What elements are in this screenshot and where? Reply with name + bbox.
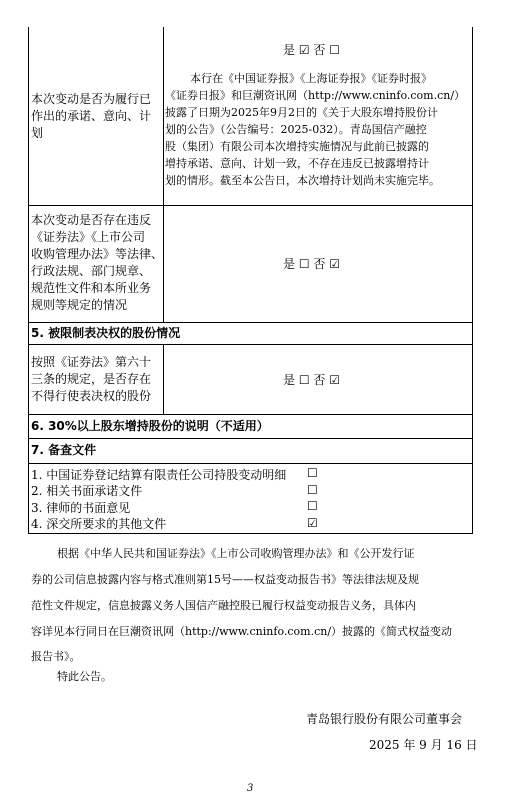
commitment-detail-line: 本行在《中国证券报》《上海证券报》《证券时报》 [190, 72, 432, 85]
row-divider [28, 438, 473, 439]
announcement-date: 2025 年 9 月 16 日 [369, 738, 478, 752]
document-item-label: 1. 中国证券登记结算有限责任公司持股变动明细 [31, 468, 287, 482]
violation-question-line: 《证券法》《上市公司 [31, 230, 146, 244]
violation-question-line: 收购管理办法》等法律、 [31, 247, 164, 261]
closing-statement: 特此公告。 [57, 670, 112, 683]
document-item-checkbox[interactable]: ☐ [307, 466, 318, 480]
commitment-detail-line: 《证券日报》和巨潮资讯网（http://www.cninfo.com.cn/） [165, 89, 466, 102]
row-divider [28, 463, 473, 464]
page-number: 3 [247, 783, 254, 794]
restricted-answer-checkbox[interactable]: 是 ☐ 否 ☑ [283, 373, 340, 387]
violation-question-line: 规范性文件和本所业务 [31, 281, 152, 295]
section-6-header [29, 416, 471, 438]
document-item-checkbox[interactable]: ☐ [307, 483, 318, 497]
row-divider [28, 205, 473, 206]
body-paragraph-line: 范性文件规定，信息披露义务人国信产融控股已履行权益变动报告义务，具体内 [31, 599, 416, 612]
commitment-detail-line: 增持承诺、意向、计划一致，不存在违反已披露增持计 [165, 157, 429, 170]
commitment-question-line: 本次变动是否为履行已 [31, 92, 152, 106]
violation-question-line: 规则等规定的情况 [31, 298, 128, 312]
commitment-answer-checkbox[interactable]: 是 ☑ 否 ☐ [283, 43, 340, 57]
document-item-label: 4. 深交所要求的其他文件 [31, 517, 167, 531]
body-paragraph-line: 报告书》。 [31, 650, 81, 663]
violation-question-line: 行政法规、部门规章、 [31, 264, 152, 278]
commitment-detail-line: 股（集团）有限公司本次增持实施情况与此前已披露的 [165, 140, 429, 153]
section-6-title: 6. 30%以上股东增持股份的说明（不适用） [31, 419, 269, 433]
document-item-label: 2. 相关书面承诺文件 [31, 484, 143, 498]
commitment-detail-line: 披露了日期为2025年9月2日的《关于大股东增持股份计 [165, 106, 438, 119]
body-paragraph-line: 券的公司信息披露内容与格式准则第15号——权益变动报告书》等法律法规及规 [31, 573, 419, 586]
restricted-question-line: 按照《证券法》第六十 [31, 355, 152, 369]
restricted-question-line: 三条的规定，是否存在 [31, 372, 152, 386]
column-divider [163, 344, 164, 415]
commitment-detail-line: 划的公告》（公告编号：2025-032）。青岛国信产融控 [165, 123, 427, 136]
restricted-question-line: 不得行使表决权的股份 [31, 389, 152, 403]
column-divider [163, 27, 164, 323]
document-item-checkbox[interactable]: ☐ [307, 499, 318, 513]
row-divider [28, 414, 473, 415]
commitment-detail-line: 划的情形。截至本公告日，本次增持计划尚未实施完毕。 [165, 174, 440, 187]
commitment-question-line: 作出的承诺、意向、计 [31, 109, 152, 123]
section-5-title: 5. 被限制表决权的股份情况 [31, 326, 181, 340]
commitment-question-line: 划 [31, 126, 44, 140]
signature: 青岛银行股份有限公司董事会 [306, 712, 463, 726]
section-7-title: 7. 备查文件 [31, 443, 97, 457]
document-item-label: 3. 律师的书面意见 [31, 501, 131, 515]
section-7-header [29, 440, 471, 462]
document-item-checkbox[interactable]: ☑ [307, 516, 318, 530]
body-paragraph-line: 容详见本行同日在巨潮资讯网（http://www.cninfo.com.cn/）披露的《简式权益变动 [31, 625, 453, 638]
violation-question-line: 本次变动是否存在违反 [31, 213, 152, 227]
section-5-header [29, 323, 471, 344]
body-paragraph-line: 根据《中华人民共和国证券法》《上市公司收购管理办法》和《公开发行证 [57, 547, 415, 560]
row-divider [28, 344, 473, 345]
violation-answer-checkbox[interactable]: 是 ☐ 否 ☑ [283, 257, 340, 271]
